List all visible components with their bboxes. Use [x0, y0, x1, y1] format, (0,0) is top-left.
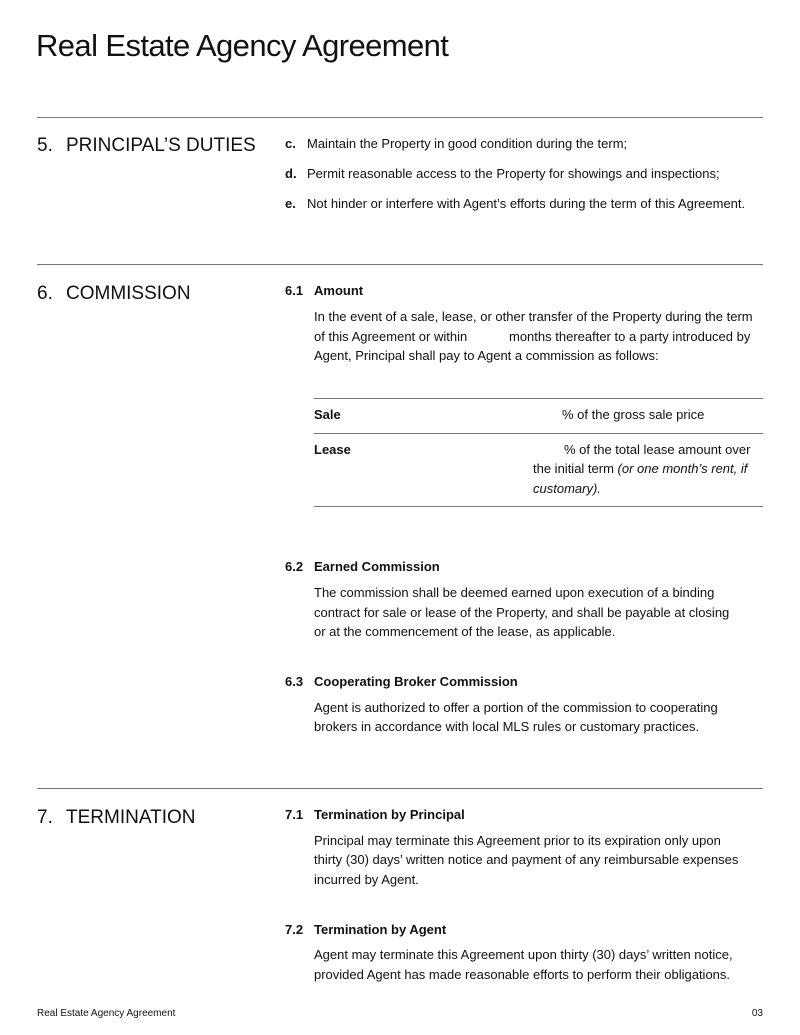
item-letter: c. — [285, 136, 296, 151]
item-text: Maintain the Property in good condition during the term; — [307, 136, 628, 151]
section-number: 5. — [37, 135, 53, 156]
paragraph-line: In the event of a sale, lease, or other transfer of the Property during the term — [314, 309, 753, 324]
paragraph-line: provided Agent has made reasonable efforts to perform their obligations. — [314, 967, 731, 982]
paragraph-line: contract for sale or lease of the Property, and shall be payable at closing — [314, 605, 730, 620]
subsection-number: 6.2 — [285, 559, 304, 574]
footer-document-title: Real Estate Agency Agreement — [37, 1008, 176, 1019]
document-title: Real Estate Agency Agreement — [36, 28, 449, 63]
section-label: COMMISSION — [66, 283, 191, 304]
paragraph-line: months thereafter to a party introduced by — [509, 329, 751, 344]
section-divider — [37, 788, 763, 789]
commission-lease-text: % of the total lease amount over — [564, 442, 751, 457]
paragraph-line: incurred by Agent. — [314, 872, 419, 887]
paragraph-line: Principal may terminate this Agreement prior to its expiration only upon — [314, 833, 721, 848]
paragraph-line: of this Agreement or within — [314, 329, 468, 344]
subsection-number: 6.1 — [285, 283, 304, 298]
subsection-heading: Earned Commission — [314, 559, 440, 574]
section-divider — [37, 117, 763, 118]
lease-note: (or one month’s rent, if — [617, 461, 748, 476]
commission-sale-text: % of the gross sale price — [562, 407, 705, 422]
commission-sale-label: Sale — [314, 407, 341, 422]
section-label: TERMINATION — [66, 807, 196, 828]
section-number: 6. — [37, 283, 53, 304]
section-number: 7. — [37, 807, 53, 828]
commission-lease-text — [533, 459, 747, 479]
section-label: PRINCIPAL’S DUTIES — [66, 135, 256, 156]
subsection-heading: Cooperating Broker Commission — [314, 674, 518, 689]
page-number: 03 — [751, 1008, 763, 1019]
subsection-heading: Termination by Principal — [314, 807, 465, 822]
item-text: Not hinder or interfere with Agent’s efforts during the term of this Agreement. — [307, 196, 746, 211]
table-rule — [314, 506, 763, 507]
commission-lease-label: Lease — [314, 442, 351, 457]
subsection-heading: Amount — [314, 283, 364, 298]
paragraph-line: brokers in accordance with local MLS rules or customary practices. — [314, 719, 700, 734]
table-rule — [314, 433, 763, 434]
subsection-number: 6.3 — [285, 674, 304, 689]
item-letter: d. — [285, 166, 297, 181]
commission-lease-note — [533, 479, 601, 499]
item-letter: e. — [285, 196, 296, 211]
lease-term-text: the initial term — [533, 461, 614, 476]
subsection-number: 7.2 — [285, 922, 304, 937]
subsection-number: 7.1 — [285, 807, 304, 822]
paragraph-line: The commission shall be deemed earned upon execution of a binding — [314, 585, 715, 600]
subsection-heading: Termination by Agent — [314, 922, 447, 937]
paragraph-line: or at the commencement of the lease, as applicable. — [314, 624, 616, 639]
paragraph-line: Agent, Principal shall pay to Agent a commission as follows: — [314, 348, 659, 363]
table-rule — [314, 398, 763, 399]
paragraph-line: Agent may terminate this Agreement upon thirty (30) days’ written notice, — [314, 947, 733, 962]
section-divider — [37, 264, 763, 265]
item-text: Permit reasonable access to the Property for showings and inspections; — [307, 166, 720, 181]
lease-note: customary). — [533, 481, 601, 496]
paragraph-line: thirty (30) days’ written notice and payment of any reimbursable expenses — [314, 852, 739, 867]
paragraph-line: Agent is authorized to offer a portion of the commission to cooperating — [314, 700, 718, 715]
